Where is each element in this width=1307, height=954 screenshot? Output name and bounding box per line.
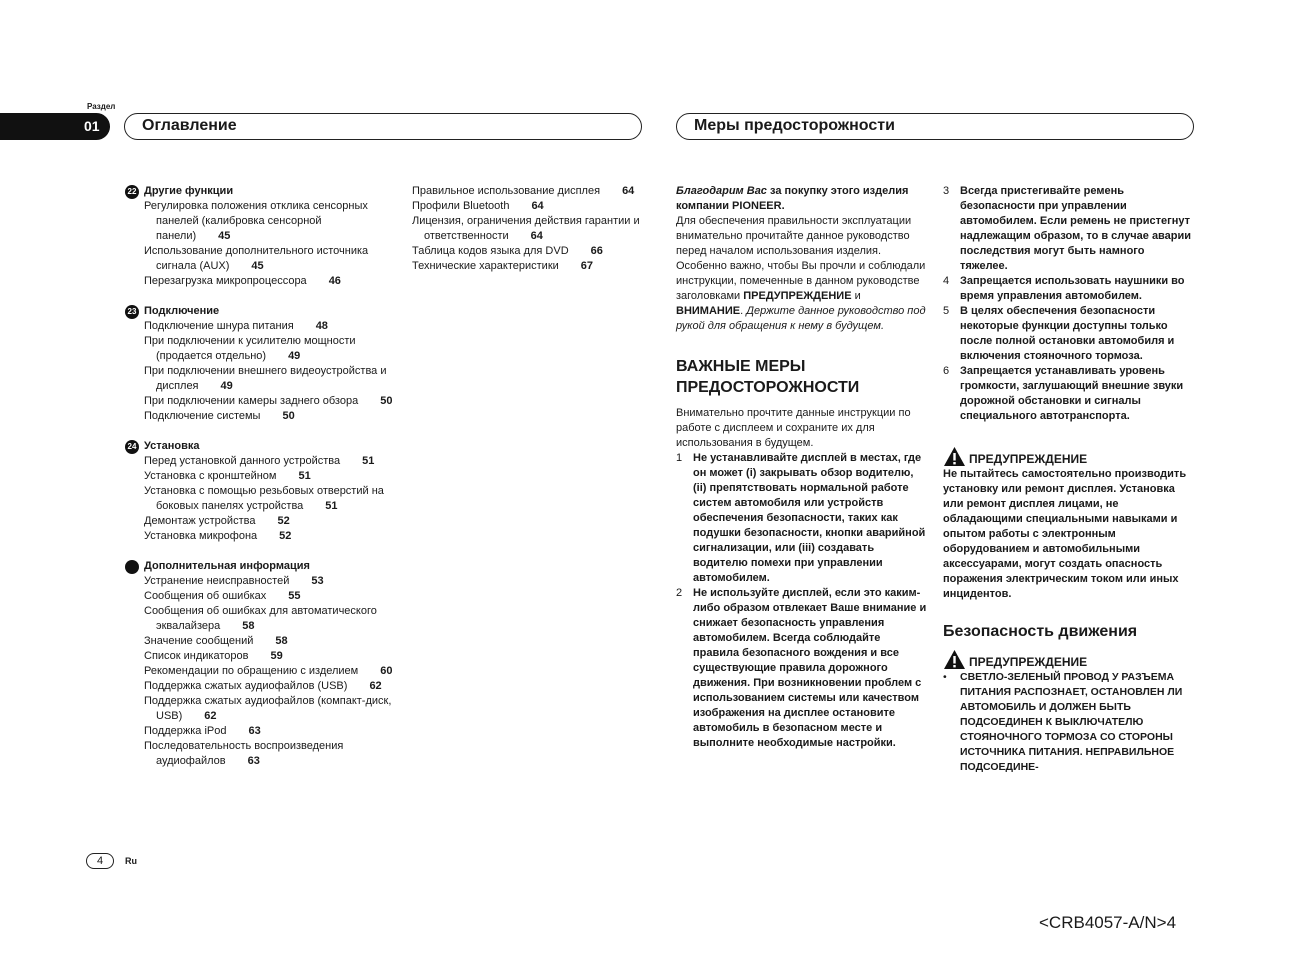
chapter-title: Установка	[144, 440, 200, 452]
important-heading: ВАЖНЫЕ МЕРЫ ПРЕДОСТОРОЖНОСТИ	[676, 358, 860, 396]
chapter-number-icon: 22	[125, 185, 139, 199]
toc-item[interactable]: Рекомендации по обращению с изделием 60	[144, 665, 393, 677]
toc-item[interactable]: Установка с кронштейном 51	[144, 470, 311, 482]
toc-item[interactable]: Технические характеристики 67	[412, 260, 594, 272]
toc-item[interactable]: Профили Bluetooth 64	[412, 200, 544, 212]
chapter-title: Подключение	[144, 305, 220, 317]
precaution-item: 4 Запрещается использовать наушники во время управления автомобилем.	[943, 275, 1185, 302]
section-number: 01	[84, 118, 100, 134]
warning-text: Не пытайтесь самостоятельно производить установку или ремонт дисплея. Установка или ремонт дисплея лицами, не обладающими специальными навыками и опытом работы с электронным оборудованием и автомобильными аксессуарами, могут создать опасность поражения электрическим током или иных инцидентов.	[943, 468, 1187, 600]
toc-item[interactable]: Подключение шнура питания 48	[144, 320, 328, 332]
toc-item[interactable]: При подключении камеры заднего обзора 50	[144, 395, 393, 407]
toc-item[interactable]: Список индикаторов 59	[144, 650, 283, 662]
razdel-label: Раздел	[87, 102, 116, 111]
safety-heading: Безопасность движения	[943, 623, 1138, 640]
section-badge	[0, 113, 110, 140]
chapter-title: Дополнительная информация	[144, 560, 310, 572]
toc-item[interactable]: При подключении внешнего видеоустройства и дисплея 49	[144, 365, 387, 392]
toc-chapter-22	[125, 184, 395, 289]
toc-item[interactable]: Сообщения об ошибках 55	[144, 590, 301, 602]
precaution-item: 2 Не используйте дисплей, если это каким-либо образом отвлекает Ваше внимание и снижает безопасность управления автомобилем. Всегда соблюдайте правила безопасного вождения и все существующие правила дорожного движения. При возникновении проблем с использованием системы или качеством изображения на дисплее остановите автомобиль в безопасном месте и выполните необходимые настройки.	[676, 587, 927, 749]
toc-item[interactable]: Сообщения об ошибках для автоматического эквалайзера 58	[144, 605, 377, 632]
toc-item[interactable]: Таблица кодов языка для DVD 66	[412, 245, 603, 257]
toc-item[interactable]: Устранение неисправностей 53	[144, 575, 324, 587]
toc-item[interactable]: Установка микрофона 52	[144, 530, 292, 542]
toc-item[interactable]: Поддержка сжатых аудиофайлов (USB) 62	[144, 680, 382, 692]
precaution-item: 3 Всегда пристегивайте ремень безопасности при управлении автомобилем. Если ремень не пристегнут надлежащим образом, то в случае аварии последствия могут быть намного тяжелее.	[943, 185, 1192, 272]
chapter-number-icon: 24	[125, 440, 139, 454]
intro-thanks: Благодарим Вас за покупку этого изделия компании PIONEER.	[676, 185, 909, 212]
precaution-item: 1 Не устанавливайте дисплей в местах, где он может (i) закрывать обзор водителю, (ii) препятствовать нормальной работе систем автомобиля или устройств обеспечения безопасности, таких как подушки безопасности, кнопки аварийной сигнализации, или (iii) создавать водителю помехи при управлении автомобилем.	[676, 452, 926, 584]
warning-heading: ПРЕДУПРЕЖДЕНИЕ	[943, 649, 1195, 670]
precaution-item: 6 Запрещается устанавливать уровень громкости, заглушающий внешние звуки дорожной обстановки и сигналы специального автотранспорта.	[943, 365, 1184, 422]
page-number: 4	[86, 853, 114, 869]
toc-item[interactable]: Подключение системы 50	[144, 410, 295, 422]
toc-item[interactable]: Перед установкой данного устройства 51	[144, 455, 375, 467]
toc-item[interactable]: Поддержка сжатых аудиофайлов (компакт-диск, USB) 62	[144, 695, 392, 722]
warning-bullet: • СВЕТЛО-ЗЕЛЕНЫЙ ПРОВОД У РАЗЪЕМА ПИТАНИЯ РАСПОЗНАЕТ, ОСТАНОВЛЕН ЛИ АВТОМОБИЛЬ И ДОЛЖЕН БЫТЬ ПОДСОЕДИНЕН К ВЫКЛЮЧАТЕЛЮ СТОЯНОЧНОГО ТОРМОЗА СО СТОРОНЫ ИСТОЧНИКА ПИТАНИЯ. НЕПРАВИЛЬНОЕ ПОДСОЕДИНЕ-	[943, 671, 1183, 773]
precaution-item: 5 В целях обеспечения безопасности некоторые функции доступны только после полной остановки автомобиля и включения стояночного тормоза.	[943, 305, 1175, 362]
toc-chapter-24	[125, 439, 395, 544]
toc-chapter-23	[125, 304, 395, 424]
chapter-title: Другие функции	[144, 185, 234, 197]
toc-chapter-appendix	[125, 559, 395, 769]
toc-item[interactable]: При подключении к усилителю мощности (продается отдельно) 49	[144, 335, 356, 362]
chapter-number-icon: 23	[125, 305, 139, 319]
toc-item[interactable]: Использование дополнительного источника сигнала (AUX) 45	[144, 245, 369, 272]
left-page-title: Оглавление	[124, 113, 642, 140]
toc-item[interactable]: Демонтаж устройства 52	[144, 515, 290, 527]
precautions-column-1	[676, 184, 928, 751]
intro-body: Для обеспечения правильности эксплуатации внимательно прочитайте данное руководство перед началом использования изделия. Особенно важно, чтобы Вы прочли и соблюдали инструкции, помеченные в данном руководстве заголовками ПРЕДУПРЕЖДЕНИЕ и ВНИМАНИЕ. Держите данное руководство под рукой для обращения к нему в будущем.	[676, 215, 926, 332]
important-intro: Внимательно прочтите данные инструкции по работе с дисплеем и сохраните их для использования в будущем.	[676, 407, 911, 449]
toc-item[interactable]: Последовательность воспроизведения аудиофайлов 63	[144, 740, 344, 767]
precautions-column-2	[943, 184, 1195, 775]
toc-item[interactable]: Поддержка iPod 63	[144, 725, 261, 737]
toc-item[interactable]: Перезагрузка микропроцессора 46	[144, 275, 341, 287]
right-page-title: Меры предосторожности	[676, 113, 1194, 140]
toc-column-1	[125, 184, 395, 784]
document-code: <CRB4057-A/N>4	[1039, 913, 1177, 932]
warning-heading: ПРЕДУПРЕЖДЕНИЕ	[943, 446, 1195, 467]
chapter-dot-icon	[125, 560, 139, 574]
toc-item[interactable]: Установка с помощью резьбовых отверстий на боковых панелях устройства 51	[144, 485, 384, 512]
toc-item[interactable]: Значение сообщений 58	[144, 635, 288, 647]
toc-item[interactable]: Лицензия, ограничения действия гарантии и ответственности 64	[412, 215, 640, 242]
toc-item[interactable]: Регулировка положения отклика сенсорных панелей (калибровка сенсорной панели) 45	[144, 200, 368, 242]
toc-item[interactable]: Правильное использование дисплея 64	[412, 185, 635, 197]
language-label: Ru	[125, 856, 137, 866]
warning-triangle-icon	[943, 446, 966, 467]
toc-column-2	[412, 184, 642, 274]
warning-triangle-icon	[943, 649, 966, 670]
